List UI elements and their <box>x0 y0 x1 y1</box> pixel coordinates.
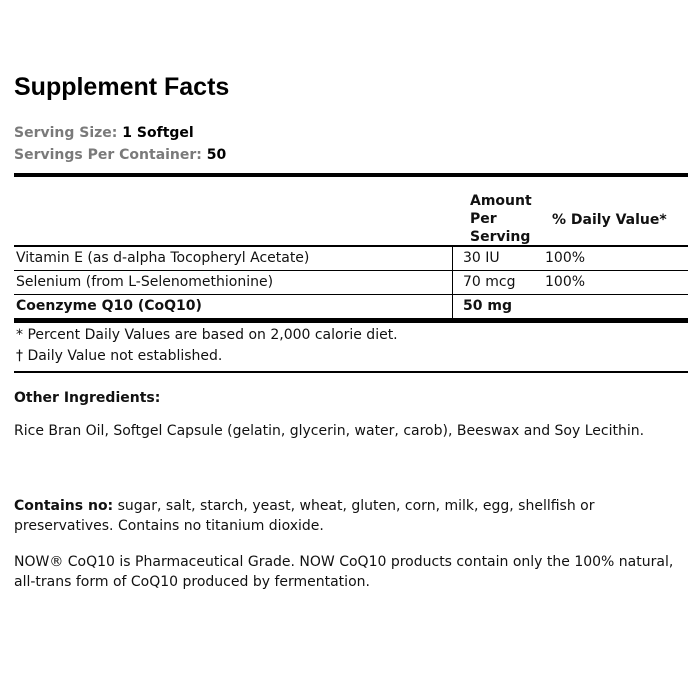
table-header <box>14 177 688 245</box>
servings-per-container-line <box>14 144 688 166</box>
servings-per-container-label: Servings Per Container: <box>14 147 202 163</box>
nutrient-daily-value: 100% <box>545 274 586 290</box>
nutrient-daily-value: 100% <box>545 250 586 266</box>
contains-no-text: sugar, salt, starch, yeast, wheat, gluten, corn, milk, egg, shellfish or preservatives. Contains no titanium dioxide. <box>14 498 595 534</box>
nutrient-name: Coenzyme Q10 (CoQ10) <box>16 298 202 314</box>
serving-info <box>14 122 688 166</box>
panel-title: Supplement Facts <box>14 73 230 101</box>
serving-size-line <box>14 122 688 144</box>
serving-size-label: Serving Size: <box>14 125 118 141</box>
footnote-daily-value-not-established: † Daily Value not established. <box>16 348 223 364</box>
pharmaceutical-grade-note: NOW® CoQ10 is Pharmaceutical Grade. NOW CoQ10 products contain only the 100% natural, all-trans form of CoQ10 produced by fermentation. <box>14 554 674 590</box>
serving-size-value: 1 Softgel <box>122 125 194 141</box>
servings-per-container-value: 50 <box>206 147 227 163</box>
footnotes <box>14 323 688 367</box>
nutrient-amount: 70 mcg <box>463 274 516 290</box>
contains-no-label: Contains no: <box>14 498 114 514</box>
column-divider <box>452 271 453 294</box>
table-row <box>14 295 688 318</box>
header-amount-per-serving: Amount Per Serving <box>470 193 532 245</box>
nutrient-amount: 30 IU <box>463 250 500 266</box>
contains-no-statement <box>14 496 688 536</box>
nutrient-name: Selenium (from L-Selenomethionine) <box>16 274 274 290</box>
table-row <box>14 247 688 271</box>
other-ingredients-heading: Other Ingredients: <box>14 390 161 406</box>
column-divider <box>452 295 453 318</box>
footnote-divider <box>14 371 688 373</box>
nutrient-name: Vitamin E (as d-alpha Tocopheryl Acetate) <box>16 250 310 266</box>
header-daily-value: % Daily Value* <box>552 212 667 228</box>
nutrient-amount: 50 mg <box>463 298 512 314</box>
footnote-percent-daily-values: * Percent Daily Values are based on 2,000 calorie diet. <box>16 327 398 343</box>
other-ingredients-text: Rice Bran Oil, Softgel Capsule (gelatin, glycerin, water, carob), Beeswax and Soy Lecithin. <box>14 423 645 439</box>
column-divider <box>452 247 453 270</box>
supplement-facts-panel <box>14 72 688 592</box>
table-row <box>14 271 688 295</box>
